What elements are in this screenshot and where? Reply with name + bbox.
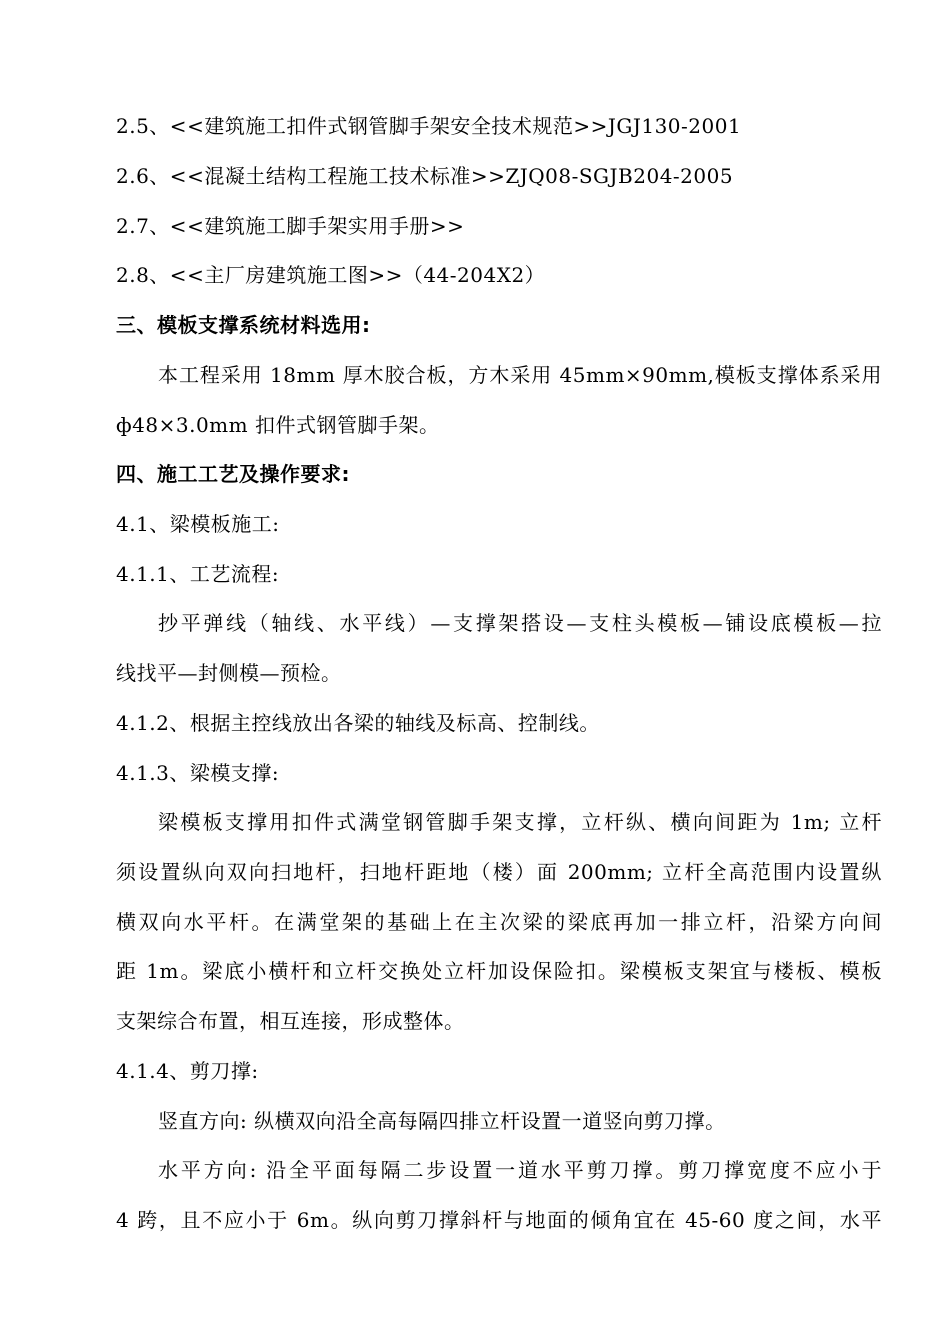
- paragraph-line: 距 1m。梁底小横杆和立杆交换处立杆加设保险扣。梁模板支架宜与楼板、模板: [116, 959, 882, 983]
- reference-2-7: 2.7、<<建筑施工脚手架实用手册>>: [116, 214, 465, 238]
- paragraph-line: 竖直方向: 纵横双向沿全高每隔四排立杆设置一道竖向剪刀撑。: [158, 1109, 726, 1133]
- paragraph-line: 横双向水平杆。在满堂架的基础上在主次梁的梁底再加一排立杆，沿梁方向间: [116, 910, 882, 934]
- paragraph-line: 水平方向: 沿全平面每隔二步设置一道水平剪刀撑。剪刀撑宽度不应小于: [158, 1158, 882, 1182]
- subsection-4-1-2: 4.1.2、根据主控线放出各梁的轴线及标高、控制线。: [116, 711, 600, 735]
- subsection-4-1-3: 4.1.3、梁模支撑:: [116, 761, 280, 785]
- subsection-4-1-1: 4.1.1、工艺流程:: [116, 562, 280, 586]
- paragraph-line: 梁模板支撑用扣件式满堂钢管脚手架支撑，立杆纵、横向间距为 1m; 立杆: [158, 810, 882, 834]
- paragraph-line: 本工程采用 18mm 厚木胶合板，方木采用 45mm×90mm,模板支撑体系采用: [158, 363, 882, 387]
- reference-2-6: 2.6、<<混凝土结构工程施工技术标准>>ZJQ08-SGJB204-2005: [116, 164, 734, 188]
- section-4-heading: 四、施工工艺及操作要求:: [116, 462, 350, 486]
- subsection-4-1-4: 4.1.4、剪刀撑:: [116, 1059, 259, 1083]
- paragraph-line: 4 跨，且不应小于 6m。纵向剪刀撑斜杆与地面的倾角宜在 45-60 度之间，水平: [116, 1208, 882, 1232]
- section-3-heading: 三、模板支撑系统材料选用:: [116, 313, 371, 337]
- paragraph-line: 须设置纵向双向扫地杆，扫地杆距地（楼）面 200mm; 立杆全高范围内设置纵: [116, 860, 882, 884]
- subsection-4-1: 4.1、梁模板施工:: [116, 512, 280, 536]
- paragraph-line: ф48×3.0mm 扣件式钢管脚手架。: [116, 413, 440, 437]
- reference-2-8: 2.8、<<主厂房建筑施工图>>（44-204X2）: [116, 263, 546, 287]
- paragraph-line: 支架综合布置，相互连接，形成整体。: [116, 1009, 465, 1033]
- reference-2-5: 2.5、<<建筑施工扣件式钢管脚手架安全技术规范>>JGJ130-2001: [116, 114, 742, 138]
- paragraph-line: 线找平—封侧模—预检。: [116, 661, 342, 685]
- paragraph-line: 抄平弹线（轴线、水平线）—支撑架搭设—支柱头模板—铺设底模板—拉: [158, 611, 882, 635]
